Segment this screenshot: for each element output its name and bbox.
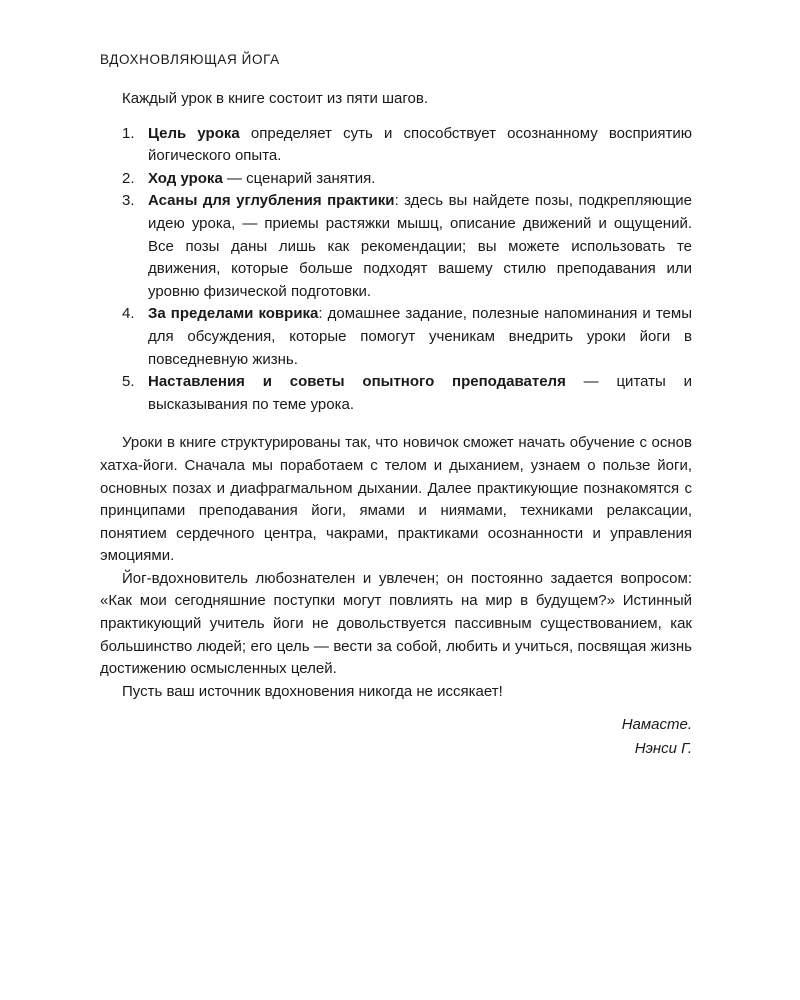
step-number: 1. (122, 124, 135, 142)
signature (100, 713, 692, 761)
step-number: 2. (122, 169, 135, 187)
step-description: определяет суть и способствует осознанному восприятию йогического опыта. (148, 124, 692, 165)
list-item (100, 371, 692, 416)
page-body (100, 88, 692, 761)
list-item (100, 168, 692, 191)
running-head: ВДОХНОВЛЯЮЩАЯ ЙОГА (100, 52, 280, 67)
step-term: За пределами коврика (148, 305, 319, 323)
step-description: : здесь вы найдете позы, подкрепляющие идею урока, — приемы растяжки мышц, описание движений и ощущений. Все позы даны лишь как рекомендации; вы можете использовать те движения, которые больше подходят вашему стилю преподавания или уровню физической подготовки. (148, 192, 692, 300)
list-item (100, 123, 692, 168)
signature-author: Нэнси Г. (634, 740, 692, 758)
body-paragraph: Пусть ваш источник вдохновения никогда не иссякает! (122, 682, 503, 700)
signature-greeting: Намасте. (621, 716, 692, 734)
step-term: Ход урока (148, 169, 223, 187)
intro-text: Каждый урок в книге состоит из пяти шагов. (122, 90, 429, 107)
step-number: 5. (122, 373, 135, 391)
step-description: : домашнее задание, полезные напоминания и темы для обсуждения, которые помогут ученикам внедрить уроки йоги в повседневную жизнь. (148, 305, 692, 368)
step-description: — цитаты и высказывания по теме урока. (148, 373, 692, 413)
step-number: 4. (122, 305, 135, 323)
step-term: Наставления и советы опытного преподавателя (148, 373, 566, 391)
body-paragraph: Йог-вдохновитель любознателен и увлечен; он постоянно задается вопросом: «Как мои сегодняшние поступки могут повлиять на мир в будущем?» Истинный практикующий учитель йоги не довольствуется пассивным существованием, как большинство людей; его цель — вести за собой, любить и учиться, посвящая жизнь достижению осмысленных целей. (100, 569, 692, 678)
body-paragraph: Уроки в книге структурированы так, что новичок сможет начать обучение с основ хатха-йоги. Сначала мы поработаем с телом и дыханием, узнаем о пользе йоги, основных позах и диафрагмальном дыхании. Далее практикующие познакомятся с принципами преподавания йоги, ямами и ниямами, техниками релаксации, понятием сердечного центра, чакрами, практиками осознанности и управления эмоциями. (100, 434, 692, 565)
list-item (100, 303, 692, 371)
step-description: — сценарий занятия. (222, 169, 376, 187)
step-number: 3. (122, 192, 135, 210)
step-term: Асаны для углубления практики (148, 192, 395, 210)
list-item (100, 190, 692, 303)
lesson-steps-list (100, 123, 692, 417)
step-term: Цель урока (148, 124, 240, 142)
